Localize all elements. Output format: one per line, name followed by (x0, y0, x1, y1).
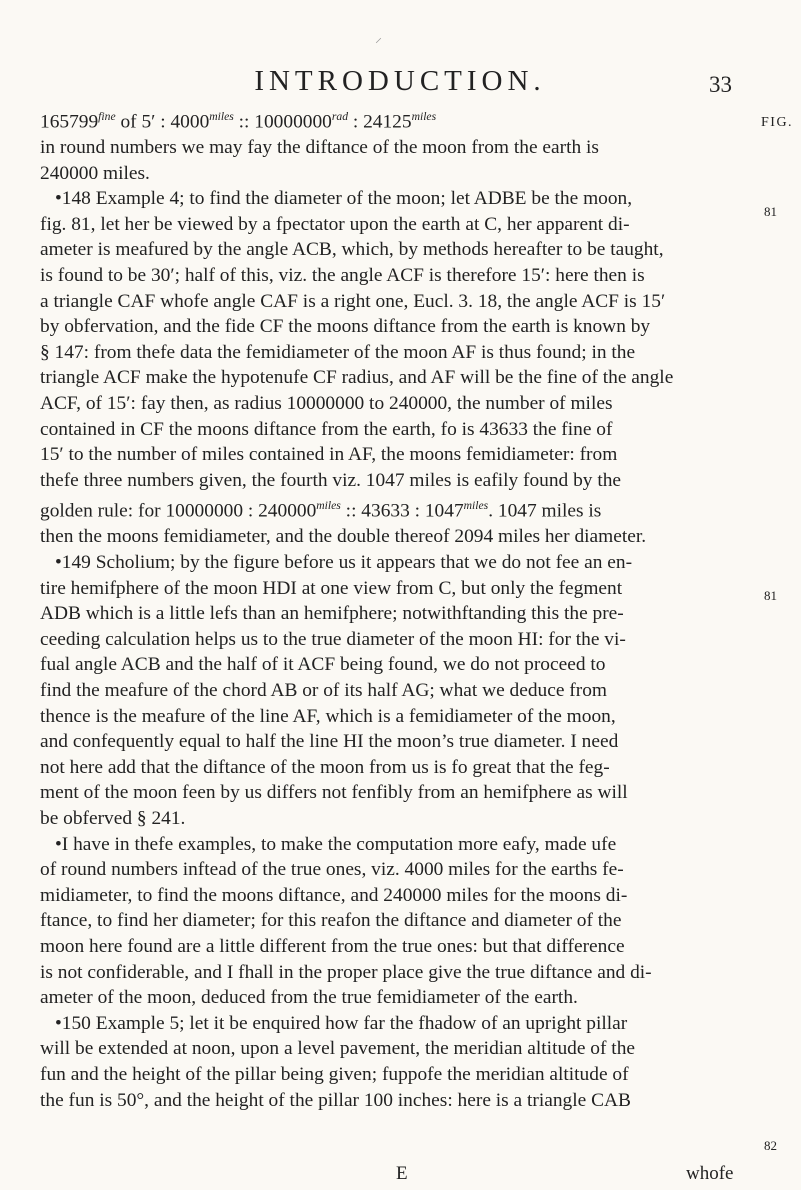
fig-column-header: FIG. (761, 115, 794, 130)
margin-fig-ref: 81 (764, 588, 777, 603)
text-line: fig. 81, let her be viewed by a fpectator upon the earth at C, her apparent di- (40, 213, 630, 235)
text-line: by obfervation, and the fide CF the moons diftance from the earth is known by (40, 316, 651, 338)
text-line: will be extended at noon, upon a level pavement, the meridian altitude of the (40, 1038, 635, 1060)
text-line: not here add that the diftance of the moon from us is fo great that the feg- (40, 756, 610, 778)
text-line: ameter of the moon, deduced from the true femidiameter of the earth. (40, 987, 578, 1009)
text-line: the fun is 50°, and the height of the pillar 100 inches: here is a triangle CAB (40, 1089, 631, 1111)
text-line: ameter is meafured by the angle ACB, which, by methods hereafter to be taught, (40, 239, 664, 261)
text-line: ftance, to find her diameter; for this reafon the diftance and diameter of the (40, 910, 622, 932)
running-head: INTRODUCTION. (254, 65, 546, 97)
margin-fig-ref: 81 (764, 204, 777, 219)
text-line: triangle ACF make the hypotenufe CF radius, and AF will be the fine of the angle (40, 367, 674, 389)
text-line: § 147: from thefe data the femidiameter of the moon AF is thus found; in the (40, 341, 636, 363)
text-line: of round numbers inftead of the true ones, viz. 4000 miles for the earths fe- (40, 859, 624, 881)
text-line: be obferved § 241. (40, 807, 186, 829)
text-line: fun and the height of the pillar being given; fuppofe the meridian altitude of (40, 1063, 629, 1085)
catchword: whofe (686, 1163, 734, 1184)
text-line: fual angle ACB and the half of it ACF being found, we do not proceed to (40, 654, 606, 676)
body-text (40, 104, 755, 1113)
text-line: ceeding calculation helps us to the true diameter of the moon HI: for the vi- (40, 628, 626, 650)
signature-mark: E (396, 1163, 408, 1184)
text-line: tire hemifphere of the moon HDI at one view from C, but only the fegment (40, 577, 623, 599)
page-number: 33 (709, 72, 732, 97)
text-line: contained in CF the moons diftance from the earth, fo is 43633 the fine of (40, 418, 613, 440)
text-line: 15′ to the number of miles contained in AF, the moons femidiameter: from (40, 444, 618, 466)
text-line: 240000 miles. (40, 162, 150, 184)
text-line: find the meafure of the chord AB or of its half AG; what we deduce from (40, 680, 608, 701)
paragraph-150-start: •150 Example 5; let it be enquired how far the fhadow of an upright pillar (55, 1012, 628, 1034)
paragraph-149-start: •149 Scholium; by the figure before us it appears that we do not fee an en- (55, 552, 633, 574)
text-line: in round numbers we may fay the diftance of the moon from the earth is (40, 137, 599, 159)
paragraph-148-start: •148 Example 4; to find the diameter of the moon; let ADBE be the moon, (55, 188, 633, 210)
text-line: is found to be 30′; half of this, viz. the angle ACF is therefore 15′: here then is (40, 265, 645, 287)
text-line: ADB which is a little lefs than an hemifphere; notwithftanding this the pre- (40, 603, 624, 625)
text-line: ACF, of 15′: fay then, as radius 10000000 to 240000, the number of miles (40, 393, 613, 414)
text-line: thefe three numbers given, the fourth viz. 1047 miles is eafily found by the (40, 469, 622, 491)
text-line: ment of the moon feen by us differs not fenfibly from an hemifphere as will (40, 782, 628, 804)
text-line: is not confiderable, and I fhall in the proper place give the true diftance and di- (40, 961, 652, 983)
margin-fig-ref: 82 (764, 1138, 777, 1153)
text-line: thence is the meafure of the line AF, which is a femidiameter of the moon, (40, 705, 616, 727)
text-line: golden rule: for 10000000 : $240000^{miles}$ :: 43633 : $1047^{miles}$. 1047 miles is (40, 499, 602, 522)
text-line: moon here found are a little different from the true ones: but that difference (40, 935, 625, 957)
text-line: $165799^{fine}$ of 5′ : $4000^{miles}$ :: $10000000^{rad}$ : $24125^{miles}$ (40, 110, 437, 133)
text-line: midiameter, to find the moons diftance, and 240000 miles for the moons di- (40, 884, 628, 906)
paragraph-note-start: •I have in thefe examples, to make the computation more eafy, made ufe (55, 833, 617, 855)
stray-mark: ⸝ (375, 31, 382, 46)
text-line: a triangle CAF whofe angle CAF is a right one, Eucl. 3. 18, the angle ACF is 15′ (40, 290, 666, 312)
text-line: and confequently equal to half the line HI the moon’s true diameter. I need (40, 731, 619, 753)
text-line: then the moons femidiameter, and the double thereof 2094 miles her diameter. (40, 526, 647, 548)
